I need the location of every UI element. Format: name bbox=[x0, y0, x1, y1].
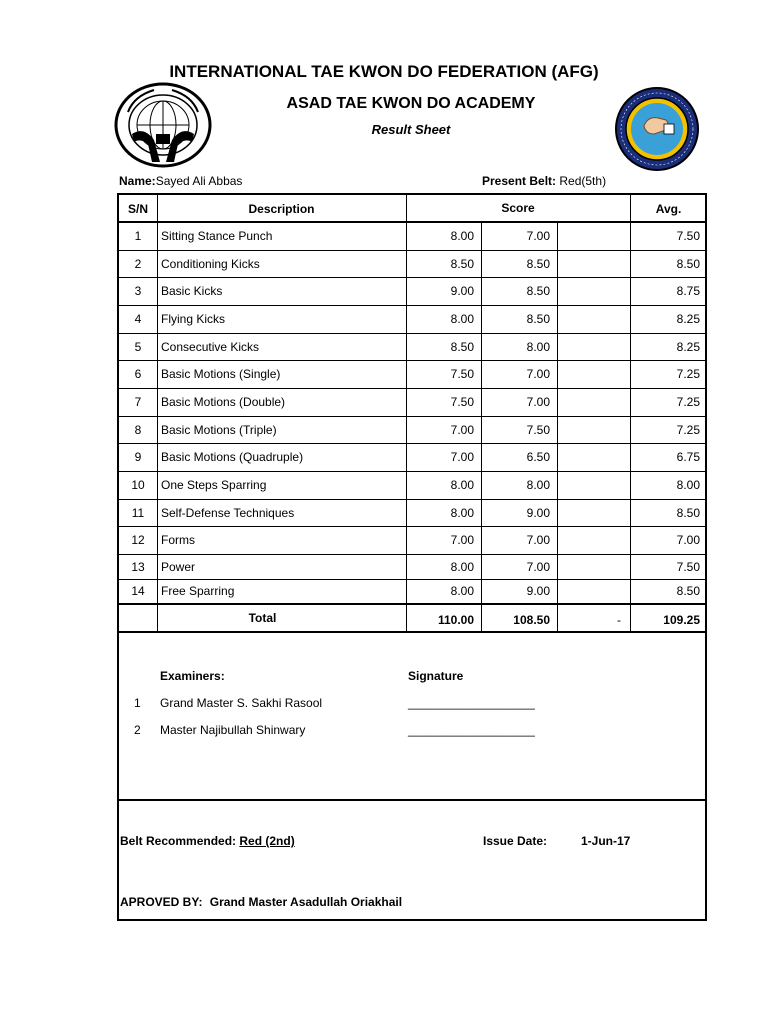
signature-label: Signature bbox=[408, 669, 464, 683]
result-sheet-subtitle: Result Sheet bbox=[371, 122, 451, 137]
row-score-1: 8.00 bbox=[450, 584, 474, 598]
row-description: Basic Motions (Double) bbox=[161, 395, 286, 409]
row-score-2: 8.50 bbox=[526, 284, 550, 298]
row-sn: 1 bbox=[134, 229, 142, 243]
row-avg: 8.50 bbox=[676, 257, 700, 271]
row-score-1: 8.50 bbox=[450, 340, 474, 354]
row-score-1: 8.50 bbox=[450, 257, 474, 271]
row-sn: 2 bbox=[134, 257, 142, 271]
row-sn: 8 bbox=[134, 423, 142, 437]
row-divider bbox=[119, 250, 705, 251]
row-description: Power bbox=[161, 560, 196, 574]
row-sn: 12 bbox=[131, 533, 145, 547]
examiner-1-name: Grand Master S. Sakhi Rasool bbox=[160, 696, 323, 710]
col-divider bbox=[557, 222, 558, 633]
examiners-label: Examiners: bbox=[160, 669, 225, 683]
row-score-2: 7.00 bbox=[526, 395, 550, 409]
examiners-box bbox=[117, 631, 707, 921]
academy-title: ASAD TAE KWON DO ACADEMY bbox=[286, 95, 536, 112]
approved-by-value: Grand Master Asadullah Oriakhail bbox=[209, 895, 403, 909]
row-avg: 7.50 bbox=[676, 560, 700, 574]
row-score-1: 8.00 bbox=[450, 312, 474, 326]
row-score-1: 7.00 bbox=[450, 533, 474, 547]
row-avg: 7.00 bbox=[676, 533, 700, 547]
row-score-2: 8.00 bbox=[526, 478, 550, 492]
row-description: Conditioning Kicks bbox=[161, 257, 260, 271]
approved-by-label: APROVED BY: bbox=[120, 895, 203, 909]
row-sn: 7 bbox=[134, 395, 142, 409]
row-description: Free Sparring bbox=[161, 584, 235, 598]
row-score-1: 8.00 bbox=[450, 560, 474, 574]
row-score-1: 8.00 bbox=[450, 506, 474, 520]
academy-logo-icon bbox=[114, 82, 212, 168]
row-sn: 11 bbox=[131, 506, 145, 520]
row-sn: 6 bbox=[134, 367, 142, 381]
row-avg: 7.50 bbox=[676, 229, 700, 243]
row-description: Sitting Stance Punch bbox=[161, 229, 273, 243]
belt-recommended-value: Red (2nd) bbox=[239, 834, 295, 848]
row-avg: 8.75 bbox=[676, 284, 700, 298]
row-description: Basic Motions (Single) bbox=[161, 367, 281, 381]
row-avg: 8.25 bbox=[676, 340, 700, 354]
federation-title: INTERNATIONAL TAE KWON DO FEDERATION (AFG) bbox=[169, 62, 599, 81]
total-avg: 109.25 bbox=[663, 613, 700, 627]
row-divider bbox=[119, 499, 705, 500]
total-divider bbox=[119, 603, 705, 605]
row-divider bbox=[119, 443, 705, 444]
row-description: Forms bbox=[161, 533, 195, 547]
row-score-2: 7.50 bbox=[526, 423, 550, 437]
total-label: Total bbox=[248, 611, 277, 625]
header-avg: Avg. bbox=[655, 202, 682, 216]
row-sn: 9 bbox=[134, 450, 142, 464]
row-score-2: 7.00 bbox=[526, 560, 550, 574]
row-avg: 8.50 bbox=[676, 584, 700, 598]
row-divider bbox=[119, 388, 705, 389]
row-score-2: 7.00 bbox=[526, 229, 550, 243]
row-divider bbox=[119, 554, 705, 555]
belt-recommended-label: Belt Recommended: bbox=[120, 834, 237, 848]
row-sn: 10 bbox=[131, 478, 145, 492]
row-sn: 14 bbox=[131, 584, 145, 598]
total-score-1: 110.00 bbox=[437, 613, 474, 627]
col-divider bbox=[157, 195, 158, 633]
row-divider bbox=[119, 360, 705, 361]
row-sn: 5 bbox=[134, 340, 142, 354]
header-score: Score bbox=[501, 201, 535, 215]
row-score-2: 8.00 bbox=[526, 340, 550, 354]
row-score-2: 7.00 bbox=[526, 367, 550, 381]
row-avg: 8.00 bbox=[676, 478, 700, 492]
name-label: Name: bbox=[119, 174, 156, 188]
row-divider bbox=[119, 579, 705, 580]
row-score-1: 7.00 bbox=[450, 450, 474, 464]
row-avg: 6.75 bbox=[676, 450, 700, 464]
row-sn: 4 bbox=[134, 312, 142, 326]
row-description: Basic Motions (Quadruple) bbox=[161, 450, 304, 464]
examiner-2-name: Master Najibullah Shinwary bbox=[160, 723, 306, 737]
row-score-1: 7.00 bbox=[450, 423, 474, 437]
belt-recommended-row bbox=[120, 834, 295, 848]
row-divider bbox=[119, 305, 705, 306]
row-score-1: 8.00 bbox=[450, 229, 474, 243]
name-row bbox=[119, 174, 242, 188]
footer-divider bbox=[119, 799, 705, 801]
row-score-2: 8.50 bbox=[526, 312, 550, 326]
row-divider bbox=[119, 333, 705, 334]
examiner-2-number: 2 bbox=[134, 723, 141, 737]
row-description: One Steps Sparring bbox=[161, 478, 267, 492]
examiner-1-signature-line: ___________________ bbox=[408, 696, 535, 710]
row-description: Self-Defense Techniques bbox=[161, 506, 295, 520]
issue-date-value: 1-Jun-17 bbox=[581, 834, 631, 848]
row-avg: 8.25 bbox=[676, 312, 700, 326]
row-score-2: 7.00 bbox=[526, 533, 550, 547]
row-score-2: 9.00 bbox=[526, 584, 550, 598]
row-sn: 3 bbox=[134, 284, 142, 298]
total-score-2: 108.50 bbox=[513, 613, 550, 627]
row-description: Flying Kicks bbox=[161, 312, 226, 326]
row-score-2: 8.50 bbox=[526, 257, 550, 271]
row-score-1: 9.00 bbox=[450, 284, 474, 298]
row-sn: 13 bbox=[131, 560, 145, 574]
row-divider bbox=[119, 277, 705, 278]
student-name: Sayed Ali Abbas bbox=[155, 174, 243, 188]
row-avg: 7.25 bbox=[676, 395, 700, 409]
issue-date-label: Issue Date: bbox=[483, 834, 548, 848]
belt-row bbox=[482, 174, 606, 188]
row-description: Consecutive Kicks bbox=[161, 340, 260, 354]
header-divider bbox=[119, 221, 705, 223]
row-score-2: 9.00 bbox=[526, 506, 550, 520]
row-score-1: 7.50 bbox=[450, 395, 474, 409]
row-description: Basic Kicks bbox=[161, 284, 223, 298]
row-divider bbox=[119, 471, 705, 472]
scores-table bbox=[117, 193, 707, 633]
examiner-2-signature-line: ___________________ bbox=[408, 723, 535, 737]
header-description: Description bbox=[248, 202, 315, 216]
examiner-1-number: 1 bbox=[134, 696, 141, 710]
total-score-3: - bbox=[617, 613, 621, 627]
row-avg: 7.25 bbox=[676, 367, 700, 381]
approved-by-row bbox=[120, 895, 402, 909]
row-score-1: 8.00 bbox=[450, 478, 474, 492]
itf-logo-icon bbox=[614, 86, 700, 172]
row-divider bbox=[119, 526, 705, 527]
header-sn: S/N bbox=[127, 202, 148, 216]
row-score-1: 7.50 bbox=[450, 367, 474, 381]
present-belt-value: Red(5th) bbox=[559, 174, 607, 188]
row-avg: 7.25 bbox=[676, 423, 700, 437]
row-divider bbox=[119, 416, 705, 417]
row-avg: 8.50 bbox=[676, 506, 700, 520]
row-score-2: 6.50 bbox=[526, 450, 550, 464]
present-belt-label: Present Belt: bbox=[482, 174, 557, 188]
row-description: Basic Motions (Triple) bbox=[161, 423, 277, 437]
